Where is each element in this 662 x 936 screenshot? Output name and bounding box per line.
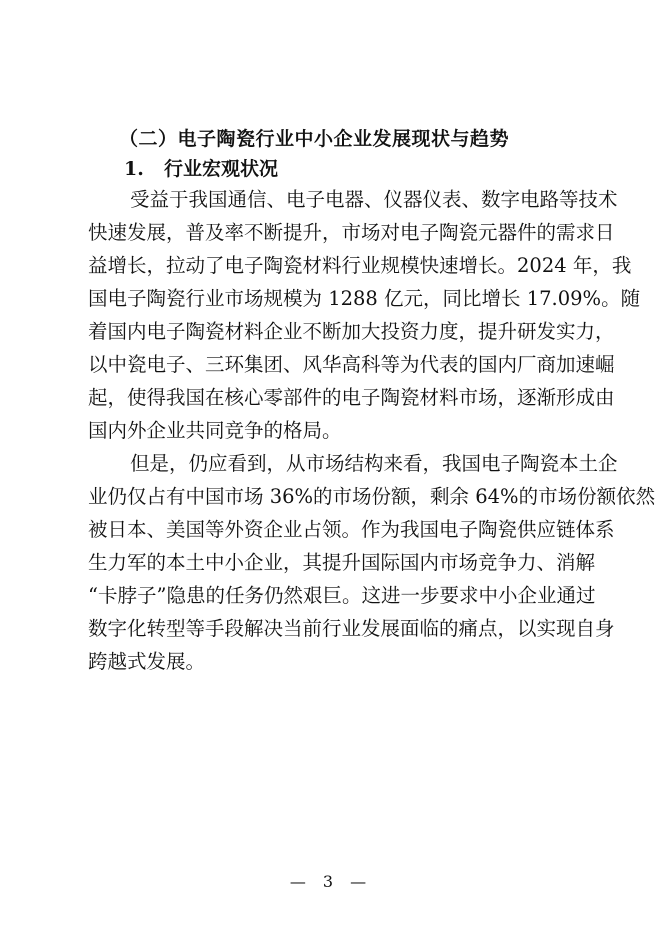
paragraph-line: 国电子陶瓷行业市场规模为 1288 亿元，同比增长 17.09%。随 [88, 287, 641, 310]
paragraph-line: 生力军的本土中小企业，其提升国际国内市场竞争力、消解 [88, 551, 596, 574]
paragraph-line: 跨越式发展。 [88, 650, 206, 673]
paragraph-line: 被日本、美国等外资企业占领。作为我国电子陶瓷供应链体系 [88, 518, 615, 541]
paragraph-line: 快速发展，普及率不断提升，市场对电子陶瓷元器件的需求日 [88, 221, 615, 244]
paragraph-line: 业仍仅占有中国市场 36%的市场份额，剩余 64%的市场份额依然 [88, 485, 656, 508]
section-title: （二）电子陶瓷行业中小企业发展现状与趋势 [119, 128, 510, 150]
subsection-number: 1. [124, 158, 144, 180]
paragraph-line: 益增长，拉动了电子陶瓷材料行业规模快速增长。2024 年，我 [88, 254, 632, 277]
paragraph-line: 以中瓷电子、三环集团、风华高科等为代表的国内厂商加速崛 [88, 353, 615, 376]
page-number: — 3 — [289, 872, 373, 891]
paragraph-line: 但是，仍应看到，从市场结构来看，我国电子陶瓷本土企 [130, 452, 618, 475]
paragraph-line: 数字化转型等手段解决当前行业发展面临的痛点，以实现自身 [88, 617, 615, 640]
paragraph-line: 起，使得我国在核心零部件的电子陶瓷材料市场，逐渐形成由 [88, 386, 615, 409]
paragraph-line: 国内外企业共同竞争的格局。 [88, 419, 342, 442]
paragraph-line: “卡脖子”隐患的任务仍然艰巨。这进一步要求中小企业通过 [88, 584, 596, 607]
subsection-heading [124, 154, 278, 181]
body-text [88, 186, 656, 681]
paragraph-line: 着国内电子陶瓷材料企业不断加大投资力度，提升研发实力， [88, 320, 615, 343]
paragraph-line: 受益于我国通信、电子电器、仪器仪表、数字电路等技术 [130, 188, 618, 211]
subsection-title: 行业宏观状况 [164, 158, 279, 180]
